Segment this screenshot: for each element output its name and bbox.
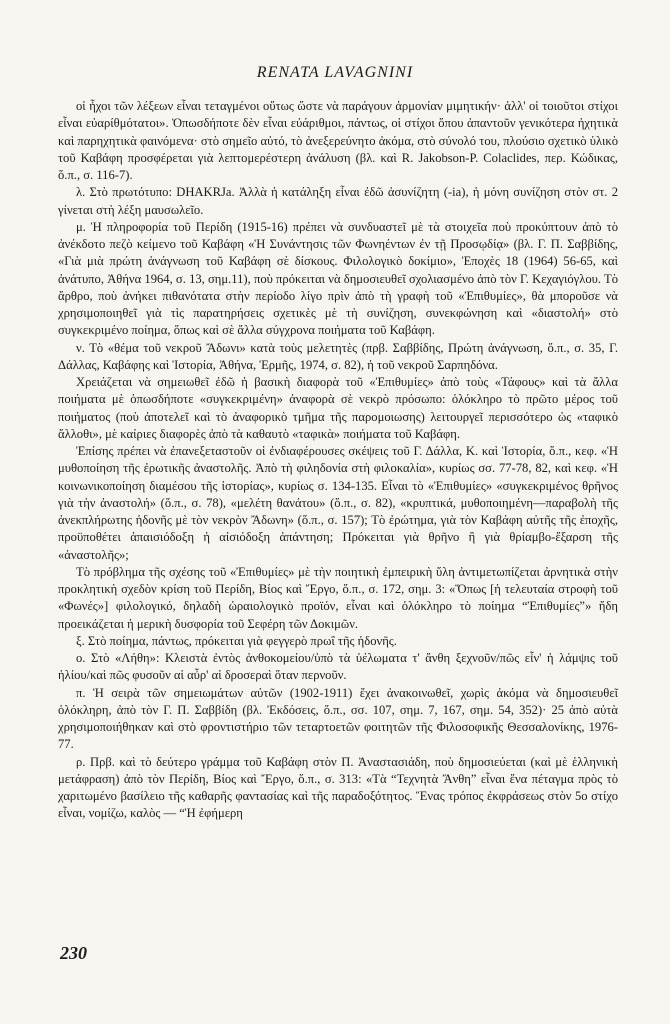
paragraph: λ. Στὸ πρωτότυπο: DHAKRJa. Ἀλλὰ ἡ κατάληξη εἶναι ἐδῶ ἀσυνίζητη (-ia), ἡ μόνη συνίζηση στὸν στ. 2 γίνεται στὴ λέξη μαυσωλεῖο. [58, 185, 618, 217]
running-header: RENATA LAVAGNINI [256, 64, 414, 81]
paragraph: ο. Στὸ «Λήθη»: Κλειστὰ ἐντὸς ἀνθοκομείου/ὑπὸ τὰ ὑέλωματα τ' ἄνθη ξεχνοῦν/πῶς εἶν' ἡ λάμψις τοῦ ἡλίου/καὶ πῶς φυσοῦν αἱ αὖρ' αἱ δροσεραὶ ὅταν περνοῦν. [58, 651, 618, 683]
paragraph: ρ. Πρβ. καὶ τὸ δεύτερο γράμμα τοῦ Καβάφη στὸν Π. Ἀναστασιάδη, ποὺ δημοσιεύεται (καὶ μὲ ἑλληνικὴ μετάφραση) ἀπὸ τὸν Περίδη, Βίος καὶ Ἔργο, ὅ.π., σ. 313: «Τὰ “Τεχνητὰ Ἄνθη” εἶναι ἕνα πέταγμα πρὸς τὸ χαριτωμένο βασίλειο τῆς καθαρῆς φαντασίας καὶ τῆς παραδοξότητος. Ἕνας τρόπος ἐκφράσεως στὸν 5ο στίχο εἶναι, νομίζω, καλὸς — “Ἡ ἐφήμερη [58, 754, 618, 821]
paragraph: Χρειάζεται νὰ σημειωθεῖ ἐδῶ ἡ βασικὴ διαφορὰ τοῦ «Ἐπιθυμίες» ἀπὸ τοὺς «Τάφους» καὶ τὰ ἄλλα ποιήματα μὲ ὁπωσδήποτε «συγκεκριμένη» ἀναφορὰ σὲ νεκρὸ πρόσωπο: ὁλόκληρο τὸ πρῶτο μέρος τοῦ ποιήματος (ποὺ ἀποτελεῖ καὶ τὸ ἀναφορικὸ τμῆμα τῆς παρομοιωσης) λειτουργεῖ περισσότερο ὡς «ταφικὸ ἄλλοθι», μὲ καίριες διαφορὲς ἀπὸ τὰ καθαυτὸ «ταφικὰ» ποιήματα τοῦ Καβάφη. [58, 375, 618, 441]
paragraph: ν. Τὸ «θέμα τοῦ νεκροῦ Ἄδωνι» κατὰ τοὺς μελετητὲς (πρβ. Σαββίδης, Πρώτη ἀνάγνωση, ὅ.π., σ. 35, Γ. Δάλλας, Καβάφης καὶ Ἱστορία, Ἀθήνα, Ἑρμῆς, 1974, σ. 82), ἡ τοῦ νεκροῦ Σαρπηδόνα. [58, 340, 618, 372]
page-number: 230 [60, 943, 87, 963]
body-text [58, 98, 618, 823]
paragraph: Τὸ πρόβλημα τῆς σχέσης τοῦ «Ἐπιθυμίες» μὲ τὴν ποιητικὴ ἐμπειρικὴ ὕλη ἀντιμετωπίζεται ἀρνητικὰ στὴν προκλητικὴ σχεδὸν κρίση τοῦ Περίδη, Βίος καὶ Ἔργο, ὅ.π., σ. 172, σημ. 3: «Ὅπως [ἡ τελευταία στροφὴ τοῦ «Φωνές»] φιλολογικό, δηλαδὴ ὡραιολογικὸ προϊόν, εἶναι καὶ ὁλόκληρο τὸ ποίημα “Ἐπιθυμίες”» ἤδη προεικάζεται ἡ μερικὴ δυσφορία τοῦ Σεφέρη τῶν Δοκιμῶν. [58, 564, 618, 631]
paragraph: οἱ ἦχοι τῶν λέξεων εἶναι τεταγμένοι οὕτως ὥστε νὰ παράγουν ἁρμονίαν μιμητικήν· ἀλλ' οἱ τοιοῦτοι στίχοι εἶναι εὐαρίθμότατοι». Ὁπωσδήποτε δὲν εἶναι εὐάριθμοι, πάντως, οἱ στίχοι ὅπου ἀπαντοῦν γενικότερα ἠχητικὰ καὶ παρηχητικὰ φαινόμενα· στὸ σημεῖο αὐτό, τὸ ἀνεξερεύνητο ἀκόμα, στὸ σύνολό του, πλούσιο σχετικὸ ὑλικὸ τοῦ Καβάφη προσφέρεται γιὰ λεπτομερέστερη ἀνάλυση (βλ. καὶ R. Jakobson-P. Colaclides, περ. Κώδικας, ὅ.π., σ. 116-7). [58, 99, 618, 182]
paragraph: Ἐπίσης πρέπει νὰ ἐπανεξεταστοῦν οἱ ἐνδιαφέρουσες σκέψεις τοῦ Γ. Δάλλα, Κ. καὶ Ἱστορία, ὅ.π., κεφ. «Ἡ μυθοποίηση τῆς ἐρωτικῆς ἀναστολῆς. Ἀπὸ τὴ φιληδονία στὴ φιλοκαλία», κυρίως σσ. 77-78, 82, καὶ κεφ. «Ἡ κοινωνικοποίηση διαμέσου τῆς ἱστορίας», κυρίως σ. 134-135. Εἶναι τὸ «Ἐπιθυμίες» «συγκεκριμένος θρῆνος γιὰ τὴν ἀναστολή» (ὅ.π., σ. 78), «μελέτη θανάτου» (ὅ.π., σ. 82), «κρυπτικά, μυθοποιημένη—παραβολὴ τῆς ἀνεκπλήρωτης ἡδονῆς μὲ τὸν νεκρὸν Ἄδωνη» (ὅ.π., σ. 157); Τὸ ἐρώτημα, γιὰ τὸν Καβάφη αὐτῆς τῆς ἐποχῆς, προϋποθέτει ἀπαισιόδοξη ἡ αἰσιόδοξη ἀπάντηση; Πρόκειται γιὰ θρῆνο ἢ γιὰ θρίαμβο-ἔξαρση τῆς «ἀναστολῆς»; [58, 444, 618, 562]
paragraph: μ. Ἡ πληροφορία τοῦ Περίδη (1915-16) πρέπει νὰ συνδυαστεῖ μὲ τὰ στοιχεῖα ποὺ προκύπτουν ἀπὸ τὸ ἀνέκδοτο πεζὸ κείμενο τοῦ Καβάφη «Ἡ Συνάντησις τῶν Φωνηέντων ἐν τῇ Προσῳδίᾳ» (βλ. Γ. Π. Σαββίδης, «Γιὰ μιὰ πρώτη ἀνάγνωση τοῦ Καβάφη σὲ δίσκους. Φιλολογικὸ δοκίμιο», Ἐποχὲς 18 (1964) 56-65, καὶ ἀνάτυπο, Ἀθήνα 1964, σ. 13, σημ.11), ποὺ πρόκειται νὰ δημοσιευθεῖ σχολιασμένο ἀπὸ τὸν Γ. Κεχαγιόγλου. Τὸ ἄρθρο, ποὺ ἀνήκει πιθανότατα στὴν περίοδο λίγο πρὶν ἀπὸ τὴ γραφὴ τοῦ «Ἐπιθυμίες», θὰ μποροῦσε νὰ χρησιμοποιηθεῖ γιὰ τὶς παρατηρήσεις σχετικὲς μὲ τὴ συνίζηση, συνεκφώνηση καὶ «διαστολή» στὸ συγκεκριμένο ποίημα, ὅπως καὶ σὲ ἄλλα σύγχρονα ποιήματα τοῦ Καβάφη. [58, 219, 618, 338]
paragraph: π. Ἡ σειρὰ τῶν σημειωμάτων αὐτῶν (1902-1911) ἔχει ἀνακοινωθεῖ, χωρὶς ἀκόμα νὰ δημοσιευθεῖ ὁλόκληρη, ἀπὸ τὸν Γ. Π. Σαββίδη (βλ. Ἐκδόσεις, ὅ.π., σσ. 107, σημ. 7, 167, σημ. 54, 352)· 25 ἀπὸ αὐτὰ χρησιμοποιήθηκαν καὶ στὸ φροντιστήριο τῶν τεταρτοετῶν φοιτητῶν τῆς Φιλοσοφικῆς Θεσσαλονίκης, 1976-77. [58, 685, 618, 752]
paragraph: ξ. Στὸ ποίημα, πάντως, πρόκειται γιὰ φεγγερὸ πρωΐ τῆς ἡδονῆς. [76, 633, 397, 648]
